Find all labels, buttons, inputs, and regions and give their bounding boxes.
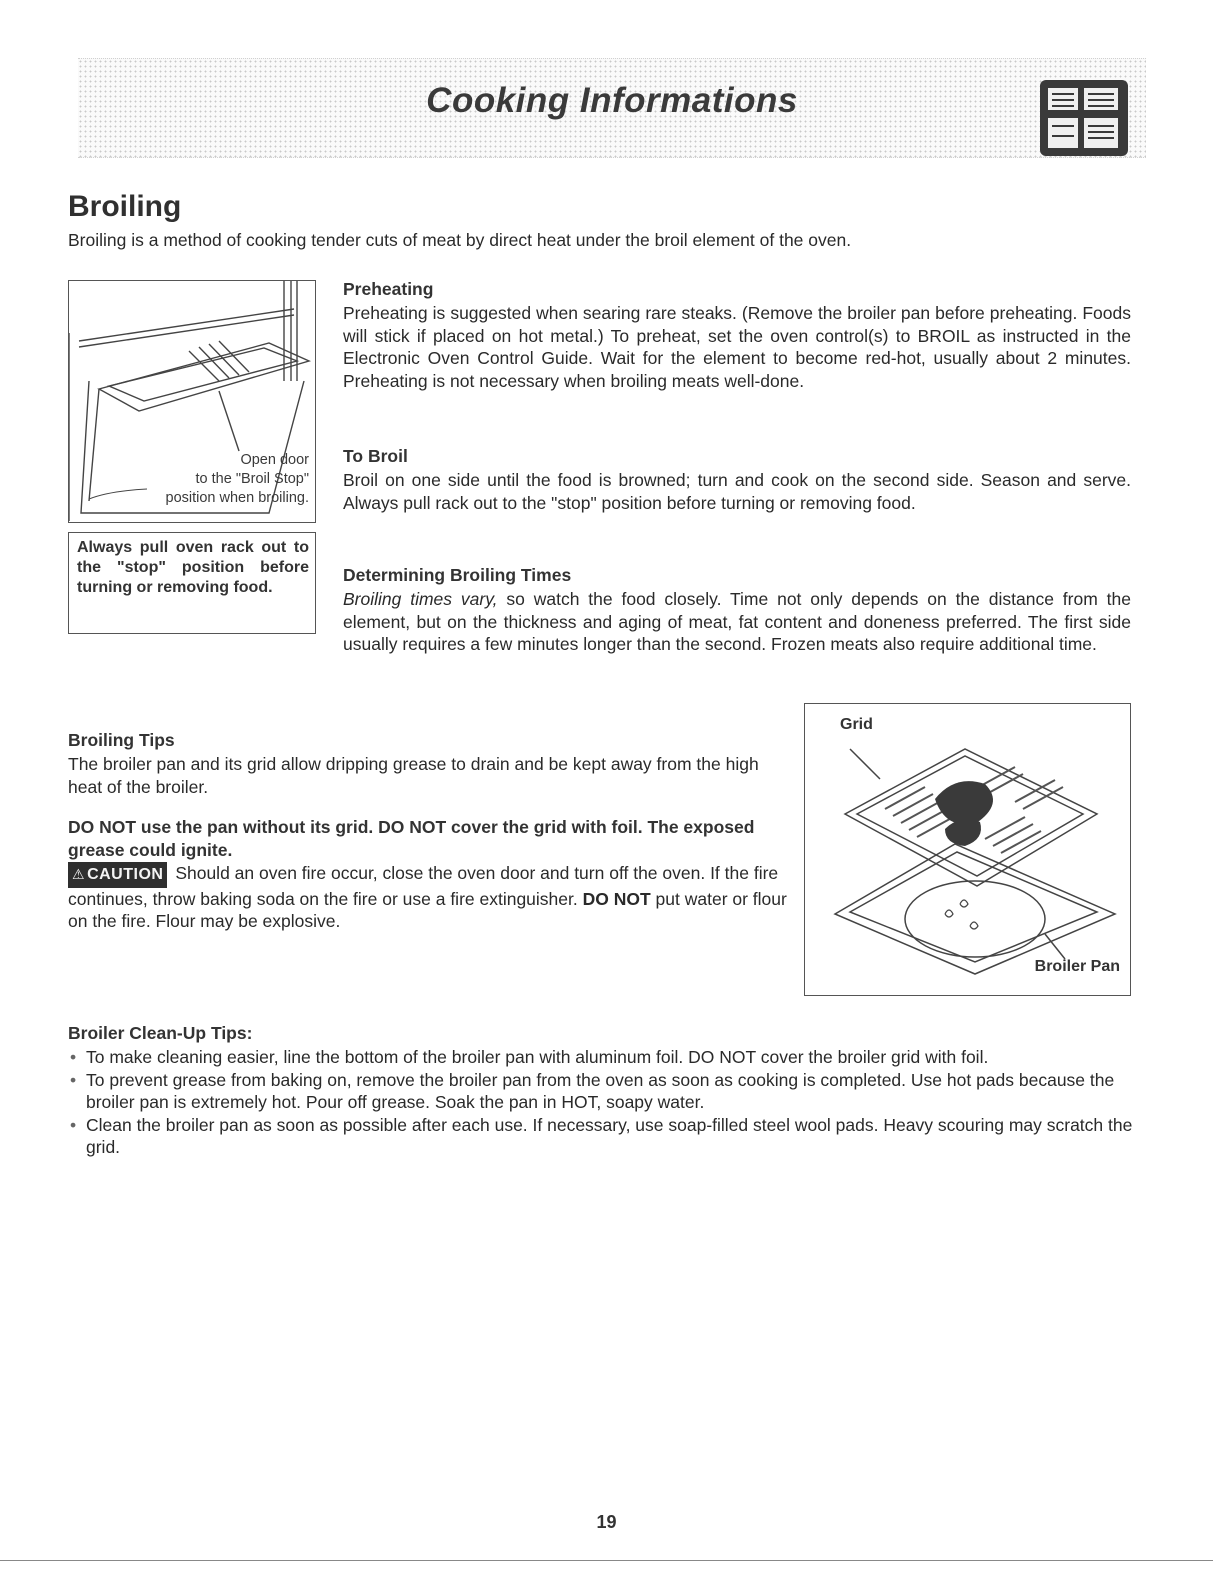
section-intro: Broiling is a method of cooking tender cuts of meat by direct heat under the broil element of the oven.: [68, 230, 852, 250]
grid-warning: DO NOT use the pan without its grid. DO NOT cover the grid with foil. The exposed grease could ignite.: [68, 817, 755, 860]
broiler-pan-illustration: [805, 704, 1130, 995]
grid-label: Grid: [840, 716, 873, 733]
broiling-times-block: [343, 565, 1131, 656]
broiling-times-text: [343, 588, 1131, 656]
cleanup-tips: [68, 1023, 1133, 1159]
caution-text: Should an oven fire occur, close the oven door and turn off the oven. If the fire continues, throw baking soda on the fire or use a fire extinguisher.: [68, 863, 779, 909]
to-broil-heading: To Broil: [343, 446, 408, 466]
preheating-text: Preheating is suggested when searing rare steaks. (Remove the broiler pan before preheating. Foods will stick if placed on hot metal.) To preheat, set the oven control(s) to BROIL as instructed in the Electronic Oven Control Guide. Wait for the element to become red-hot, usually about 2 minutes. Preheating is not necessary when broiling meats well-done.: [343, 303, 1131, 391]
caution-paragraph: [68, 862, 788, 933]
caption-line: Open door: [240, 452, 309, 468]
broiling-times-italic-lead: Broiling times vary,: [343, 589, 498, 609]
list-item: • To prevent grease from baking on, remove the broiler pan from the oven as soon as cooking is completed. Use hot pads because the broiler pan is extremely hot. Pour off grease. Soak the pan in HOT, soapy water.: [68, 1069, 1133, 1114]
rack-note: Always pull oven rack out to the "stop" position before turning or removing food.: [68, 532, 316, 634]
section-title: Broiling: [68, 190, 182, 223]
caution-badge: [68, 862, 167, 888]
broiler-pan-label: Broiler Pan: [1034, 958, 1120, 975]
preheating-heading: Preheating: [343, 279, 434, 299]
broiling-tips: [68, 730, 788, 933]
broiling-tips-text: The broiler pan and its grid allow dripping grease to drain and be kept away from the high heat of the broiler.: [68, 754, 759, 797]
book-icon: [1040, 80, 1128, 161]
warning-triangle-icon: ⚠: [72, 866, 86, 882]
caution-do-not: DO NOT: [582, 888, 651, 909]
broiler-pan-figure: [804, 703, 1131, 996]
broiling-times-heading: Determining Broiling Times: [343, 565, 572, 585]
page-number: 19: [596, 1512, 617, 1532]
preheating-block: [343, 279, 1131, 392]
bottom-divider: [0, 1560, 1213, 1561]
caption-line: position when broiling.: [165, 490, 309, 506]
oven-figure-caption: [109, 451, 309, 508]
caution-label-text: CAUTION: [87, 866, 164, 883]
oven-door-figure: [68, 280, 316, 523]
cleanup-heading: Broiler Clean-Up Tips:: [68, 1023, 253, 1043]
header-banner: [78, 58, 1146, 158]
page-header-title: Cooking Informations: [426, 81, 798, 120]
caution-text-end: put water or flour on the fire. Flour may be explosive.: [68, 888, 787, 931]
to-broil-text: Broil on one side until the food is browned; turn and cook on the second side. Season and serve. Always pull rack out to the "stop" position before turning or removing food.: [343, 470, 1131, 513]
caption-line: to the "Broil Stop": [195, 471, 309, 487]
broiling-tips-heading: Broiling Tips: [68, 730, 175, 750]
list-item: • To make cleaning easier, line the bottom of the broiler pan with aluminum foil. DO NOT cover the broiler grid with foil.: [68, 1046, 1133, 1069]
cleanup-list: [68, 1046, 1133, 1159]
broiling-times-body: so watch the food closely. Time not only depends on the distance from the element, but on the thickness and aging of meat, fat content and doneness preferred. The first side usually requires a few minutes longer than the second. Frozen meats also require additional time.: [343, 589, 1131, 654]
list-item: • Clean the broiler pan as soon as possible after each use. If necessary, use soap-filled steel wool pads. Heavy scouring may scratch the grid.: [68, 1114, 1133, 1159]
to-broil-block: [343, 446, 1131, 514]
